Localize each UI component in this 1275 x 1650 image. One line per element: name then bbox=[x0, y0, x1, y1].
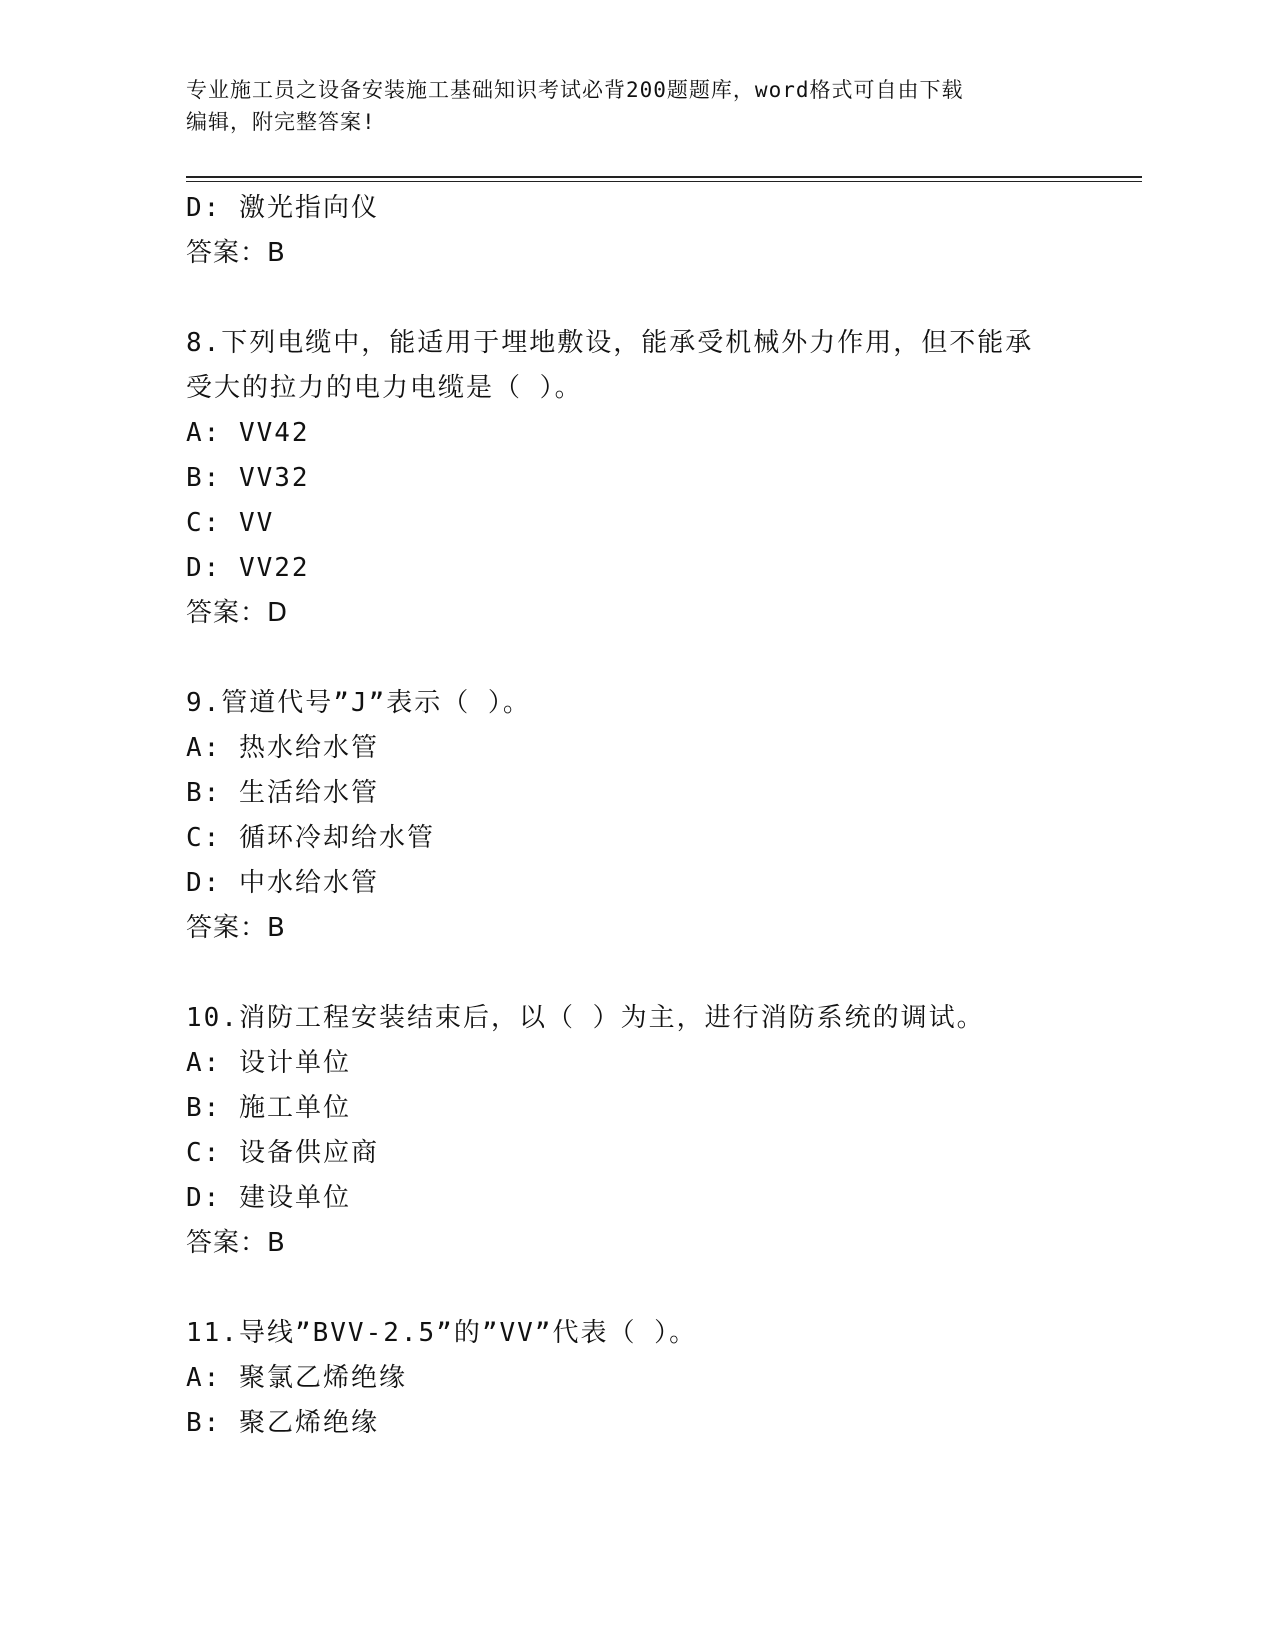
option-b: B: 聚乙烯绝缘 bbox=[186, 1408, 379, 1438]
page-header bbox=[186, 74, 1066, 138]
spacer bbox=[186, 1266, 1086, 1311]
option-a: A: 聚氯乙烯绝缘 bbox=[186, 1363, 407, 1393]
header-title-line-1: 专业施工员之设备安装施工基础知识考试必背200题题库，word格式可自由下载 bbox=[186, 78, 964, 102]
option-b: B: 施工单位 bbox=[186, 1093, 351, 1123]
option-c: C: 循环冷却给水管 bbox=[186, 823, 435, 853]
question-list bbox=[186, 186, 1086, 1446]
option-d: D: 建设单位 bbox=[186, 1183, 351, 1213]
option-d: D: VV22 bbox=[186, 553, 310, 583]
question-stem: 8.下列电缆中，能适用于埋地敷设，能承受机械外力作用，但不能承 bbox=[186, 328, 1034, 358]
option-a: A: VV42 bbox=[186, 418, 310, 448]
spacer bbox=[186, 636, 1086, 681]
answer-line: 答案：D bbox=[186, 598, 289, 628]
option-b: B: 生活给水管 bbox=[186, 778, 379, 808]
option-a: A: 热水给水管 bbox=[186, 733, 379, 763]
header-title-line-2: 编辑，附完整答案! bbox=[186, 110, 376, 134]
question-11 bbox=[186, 1311, 1086, 1446]
question-stem: 10.消防工程安装结束后，以（ ）为主，进行消防系统的调试。 bbox=[186, 1003, 985, 1033]
question-10 bbox=[186, 996, 1086, 1266]
question-stem: 11.导线”BVV-2.5”的”VV”代表（ ）。 bbox=[186, 1318, 698, 1348]
option-c: C: VV bbox=[186, 508, 275, 538]
option-a: A: 设计单位 bbox=[186, 1048, 351, 1078]
spacer bbox=[186, 951, 1086, 996]
option-d: D: 中水给水管 bbox=[186, 868, 379, 898]
header-divider-thin bbox=[186, 181, 1142, 182]
answer-line: 答案：B bbox=[186, 1228, 286, 1258]
spacer bbox=[186, 276, 1086, 321]
question-stem: 9.管道代号”J”表示（ ）。 bbox=[186, 688, 531, 718]
option-d: D: 激光指向仪 bbox=[186, 193, 379, 223]
answer-line: 答案：B bbox=[186, 913, 286, 943]
question-stem-continued: 受大的拉力的电力电缆是（ ）。 bbox=[186, 373, 583, 403]
question-8 bbox=[186, 321, 1086, 636]
question-9 bbox=[186, 681, 1086, 951]
answer-line: 答案：B bbox=[186, 238, 286, 268]
option-b: B: VV32 bbox=[186, 463, 310, 493]
option-c: C: 设备供应商 bbox=[186, 1138, 379, 1168]
header-divider-thick bbox=[186, 176, 1142, 178]
